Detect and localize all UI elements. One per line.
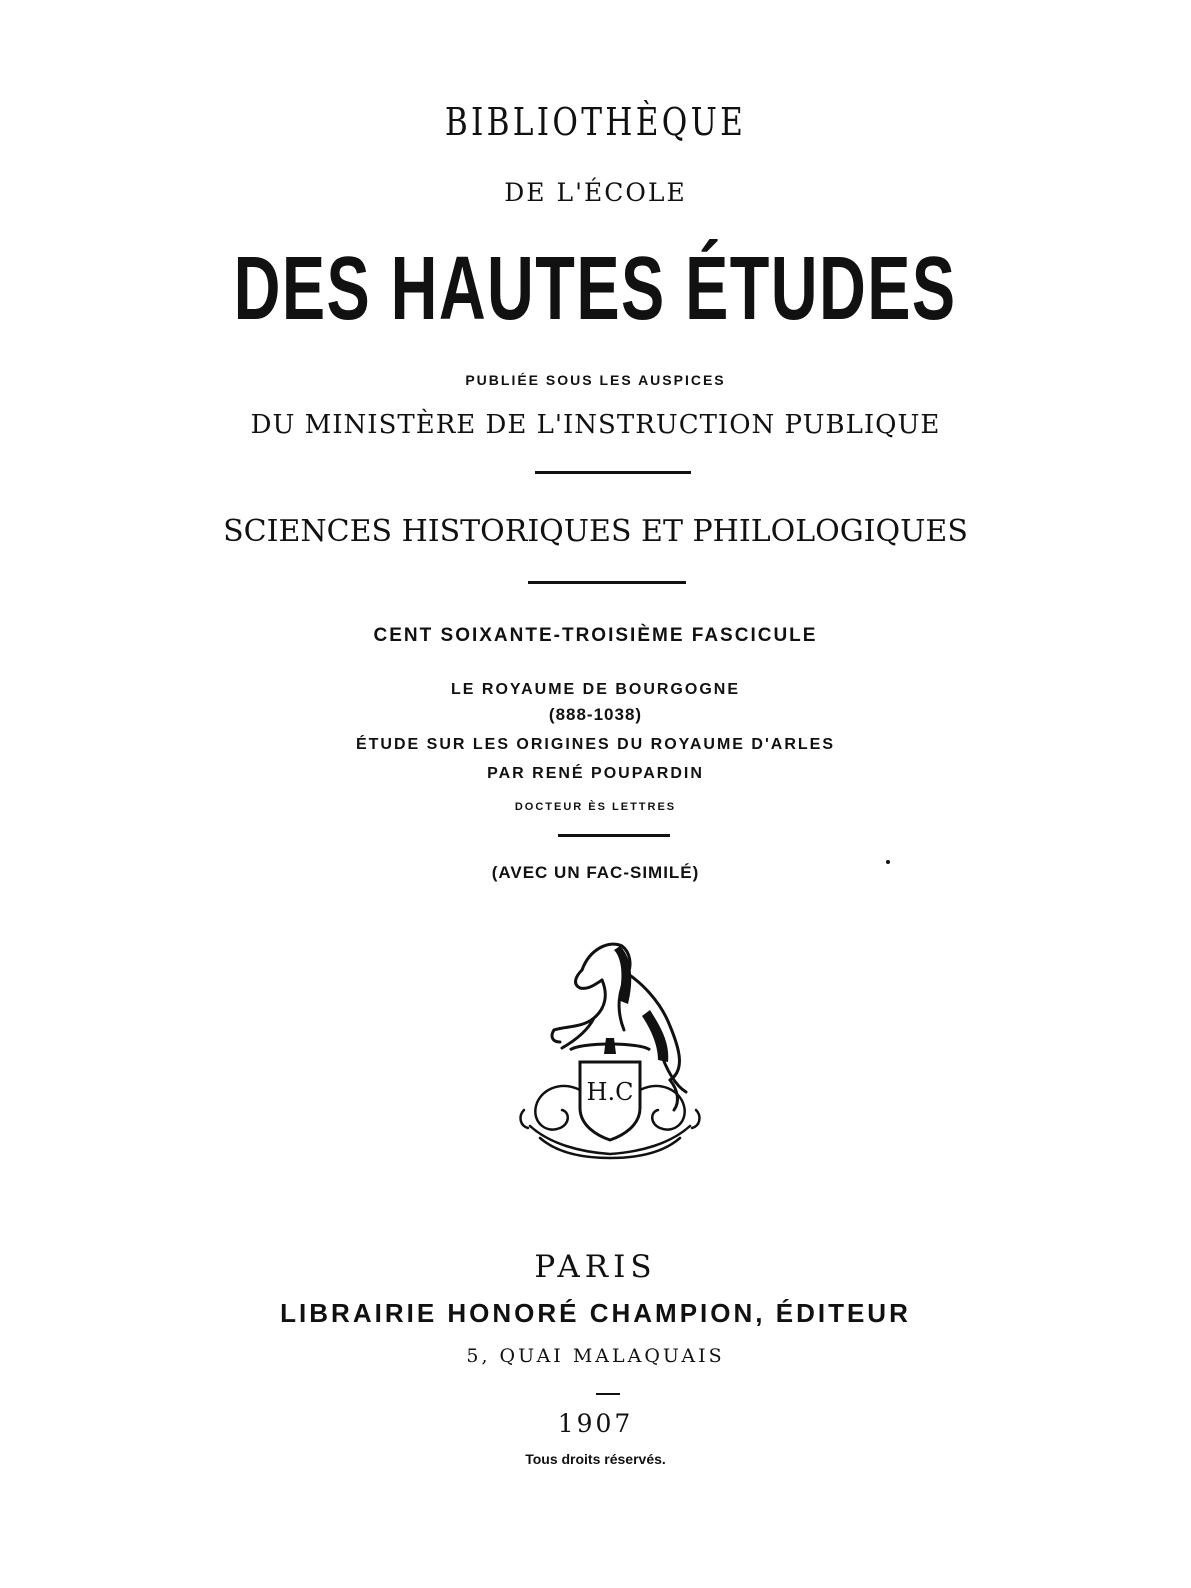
auspices-line-2: DU MINISTÈRE DE L'INSTRUCTION PUBLIQUE xyxy=(250,410,941,440)
divider-rule xyxy=(535,471,691,474)
imprint-city: PARIS xyxy=(534,1249,657,1285)
ink-speck xyxy=(886,860,890,864)
imprint-publisher: LIBRAIRIE HONORÉ CHAMPION, ÉDITEUR xyxy=(280,1298,911,1328)
book-dates: (888-1038) xyxy=(548,705,643,724)
series-title-main: DES HAUTES ÉTUDES xyxy=(234,239,957,339)
imprint-address: 5, QUAI MALAQUAIS xyxy=(466,1345,725,1367)
emblem-monogram: H.C xyxy=(586,1078,634,1106)
fascicule-number: CENT SOIXANTE-TROISIÈME FASCICULE xyxy=(373,625,818,646)
series-title-line-3 xyxy=(0,238,1191,341)
section-title: SCIENCES HISTORIQUES ET PHILOLOGIQUES xyxy=(223,514,968,549)
book-title: LE ROYAUME DE BOURGOGNE xyxy=(451,681,740,698)
divider-rule xyxy=(558,834,670,837)
divider-rule xyxy=(528,581,686,584)
author-name: PAR RENÉ POUPARDIN xyxy=(487,765,704,782)
series-title-line-1: BIBLIOTHÈQUE xyxy=(444,100,747,144)
rights-notice: Tous droits réservés. xyxy=(525,1451,666,1467)
auspices-line-1: PUBLIÉE SOUS LES AUSPICES xyxy=(465,372,726,388)
divider-rule xyxy=(596,1393,620,1395)
publisher-emblem-icon xyxy=(510,930,710,1160)
book-subtitle: ÉTUDE SUR LES ORIGINES DU ROYAUME D'ARLES xyxy=(355,736,836,753)
series-title-line-2: DE L'ÉCOLE xyxy=(504,178,687,207)
author-degree: DOCTEUR ÈS LETTRES xyxy=(514,801,677,813)
facsimile-note: (AVEC UN FAC-SIMILÉ) xyxy=(491,863,700,882)
imprint-year: 1907 xyxy=(557,1409,634,1438)
